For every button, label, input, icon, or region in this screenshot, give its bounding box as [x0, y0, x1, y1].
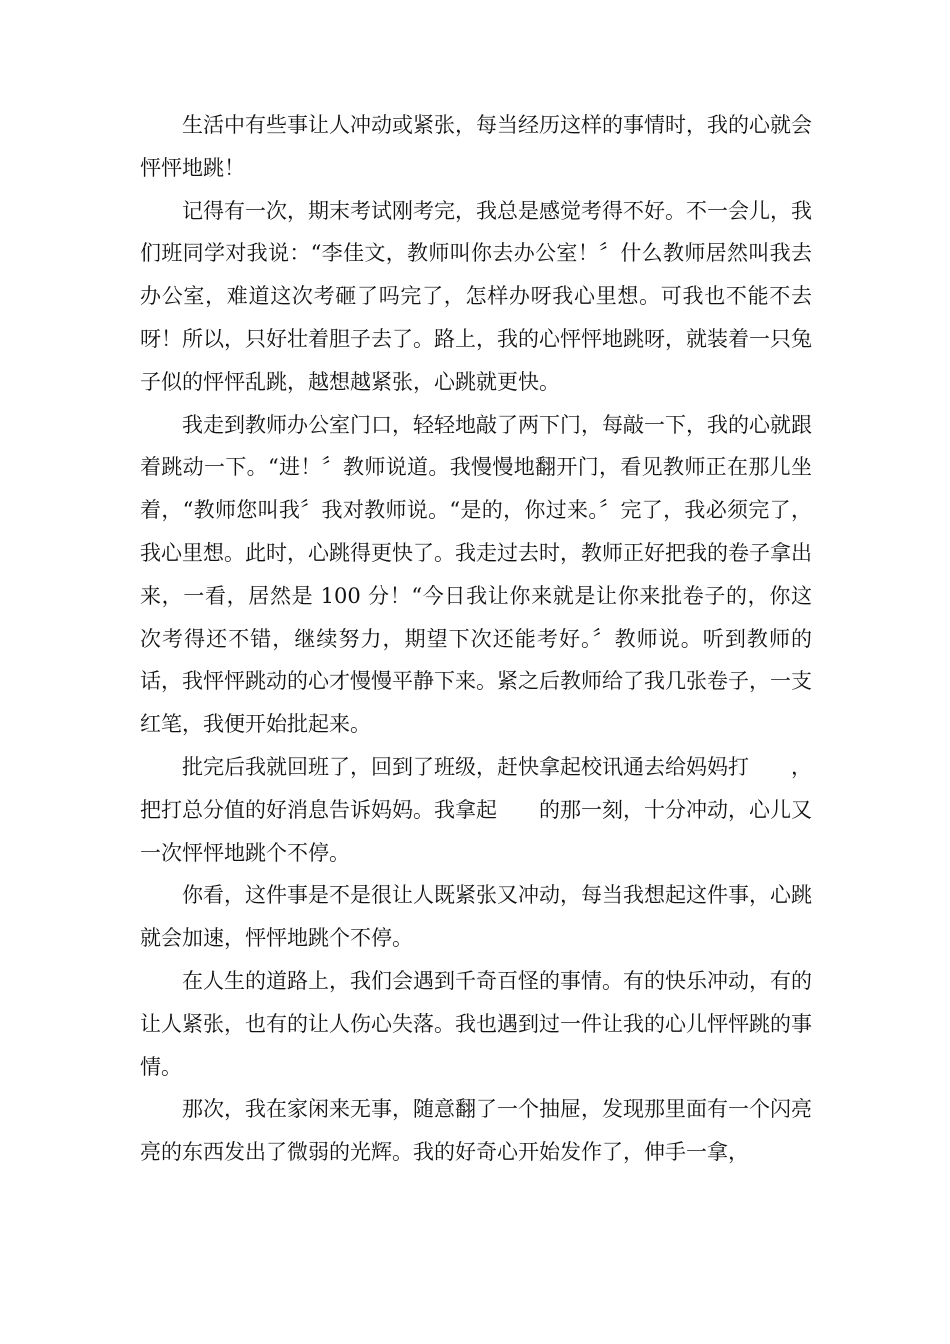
paragraph-1: 生活中有些事让人冲动或紧张，每当经历这样的事情时，我的心就会怦怦地跳！: [140, 113, 812, 180]
paragraph-6: 在人生的道路上，我们会遇到千奇百怪的事情。有的快乐冲动，有的让人紧张，也有的让人伤心失落。我也遇到过一件让我的心儿怦怦跳的事情。: [140, 968, 812, 1079]
paragraph-2: 记得有一次，期末考试刚考完，我总是感觉考得不好。不一会儿，我们班同学对我说：“李佳文，教师叫你去办公室！〞什么教师居然叫我去办公室，难道这次考砸了吗完了，怎样办呀我心里想。可我也不能不去呀！所以，只好壮着胆子去了。路上，我的心怦怦地跳呀，就装着一只兔子似的怦怦乱跳，越想越紧张，心跳就更快。: [140, 198, 812, 394]
paragraph-4: 批完后我就回班了，回到了班级，赶快拿起校讯通去给妈妈打 ，把打总分值的好消息告诉妈妈。我拿起 的那一刻，十分冲动，心儿又一次怦怦地跳个不停。: [140, 754, 812, 865]
document-page: [140, 104, 812, 1174]
paragraph-5: 你看，这件事是不是很让人既紧张又冲动，每当我想起这件事，心跳就会加速，怦怦地跳个不停。: [140, 883, 812, 951]
paragraph-7: 那次，我在家闲来无事，随意翻了一个抽屉，发现那里面有一个闪亮亮的东西发出了微弱的光辉。我的好奇心开始发作了，伸手一拿，: [140, 1097, 812, 1165]
paragraph-3: 我走到教师办公室门口，轻轻地敲了两下门，每敲一下，我的心就跟着跳动一下。“进！〞教师说道。我慢慢地翻开门，看见教师正在那儿坐着，“教师您叫我〞我对教师说。“是的，你过来。〞完了，我必须完了，我心里想。此时，心跳得更快了。我走过去时，教师正好把我的卷子拿出来，一看，居然是 100 分！“今日我让你来就是让你来批卷子的，你这次考得还不错，继续努力，期望下次还能考好。〞教师说。听到教师的话，我怦怦跳动的心才慢慢平静下来。紧之后教师给了我几张卷子，一支红笔，我便开始批起来。: [140, 412, 812, 737]
